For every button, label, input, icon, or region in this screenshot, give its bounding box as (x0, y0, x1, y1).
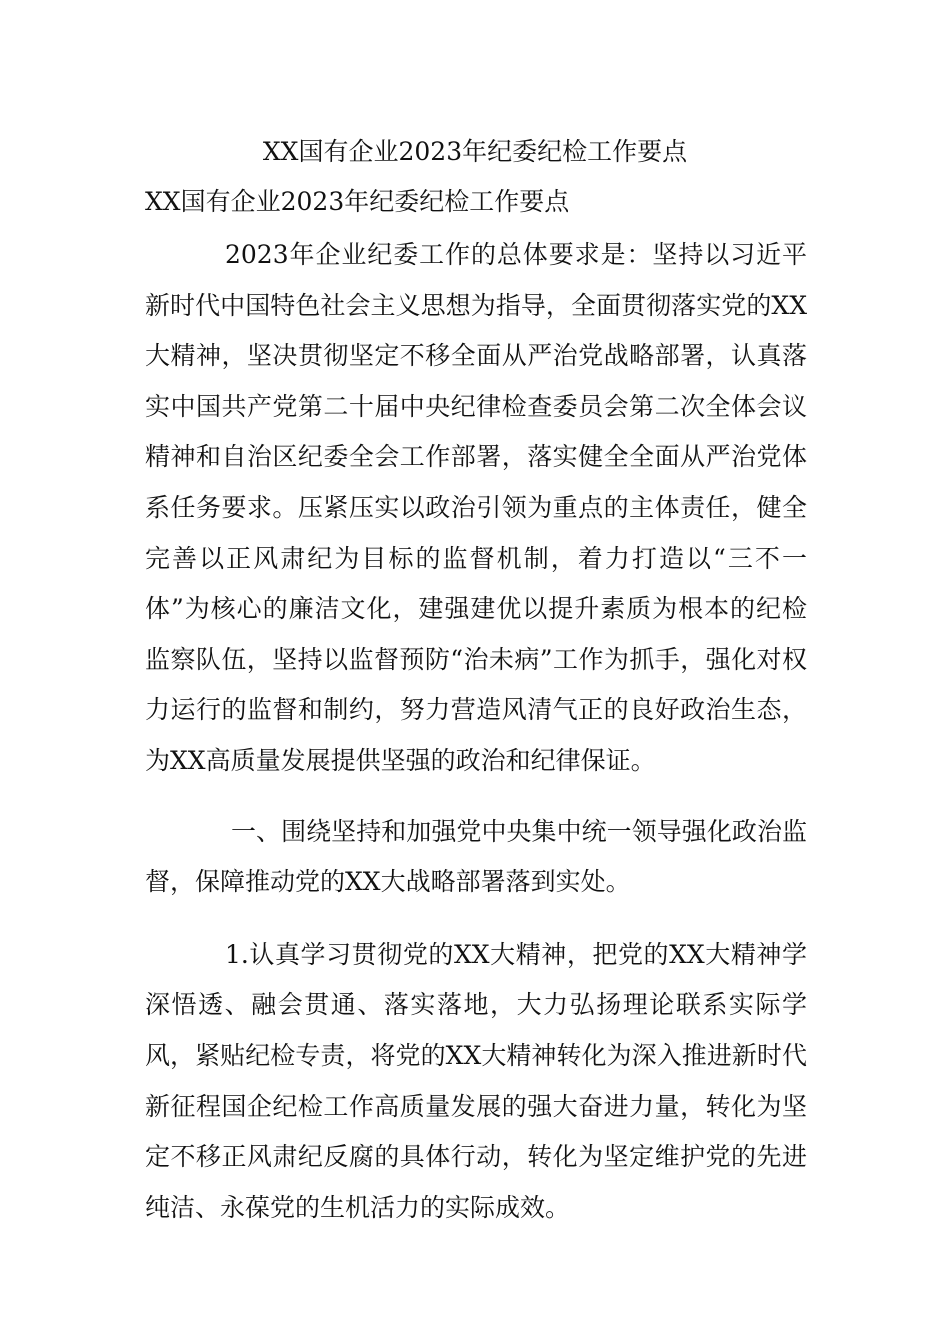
document-body (145, 230, 807, 1233)
document-title: XX国有企业2023年纪委纪检工作要点 (262, 137, 688, 166)
item-1-paragraph: 1.认真学习贯彻党的XX大精神，把党的XX大精神学深悟透、融会贯通、落实落地，大力弘扬理论联系实际学风，紧贴纪检专责，将党的XX大精神转化为深入推进新时代新征程国企纪检工作高质量发展的强大奋进力量，转化为坚定不移正风肃纪反腐的具体行动，转化为坚定维护党的先进纯洁、永葆党的生机活力的实际成效。 (145, 939, 807, 1222)
section-heading-1: 一、围绕坚持和加强党中央集中统一领导强化政治监督，保障推动党的XX大战略部署落到实处。 (145, 816, 807, 897)
overall-requirements-paragraph: 2023年企业纪委工作的总体要求是：坚持以习近平新时代中国特色社会主义思想为指导，全面贯彻落实党的XX大精神，坚决贯彻坚定不移全面从严治党战略部署，认真落实中国共产党第二十届中央纪律检查委员会第二次全体会议精神和自治区纪委全会工作部署，落实健全全面从严治党体系任务要求。压紧压实以政治引领为重点的主体责任，健全完善以正风肃纪为目标的监督机制，着力打造以“三不一体”为核心的廉洁文化，建强建优以提升素质为根本的纪检监察队伍，坚持以监督预防“治未病”工作为抓手，强化对权力运行的监督和制约，努力营造风清气正的良好政治生态，为XX高质量发展提供坚强的政治和纪律保证。 (145, 240, 807, 775)
document-subtitle: XX国有企业2023年纪委纪检工作要点 (145, 187, 570, 216)
